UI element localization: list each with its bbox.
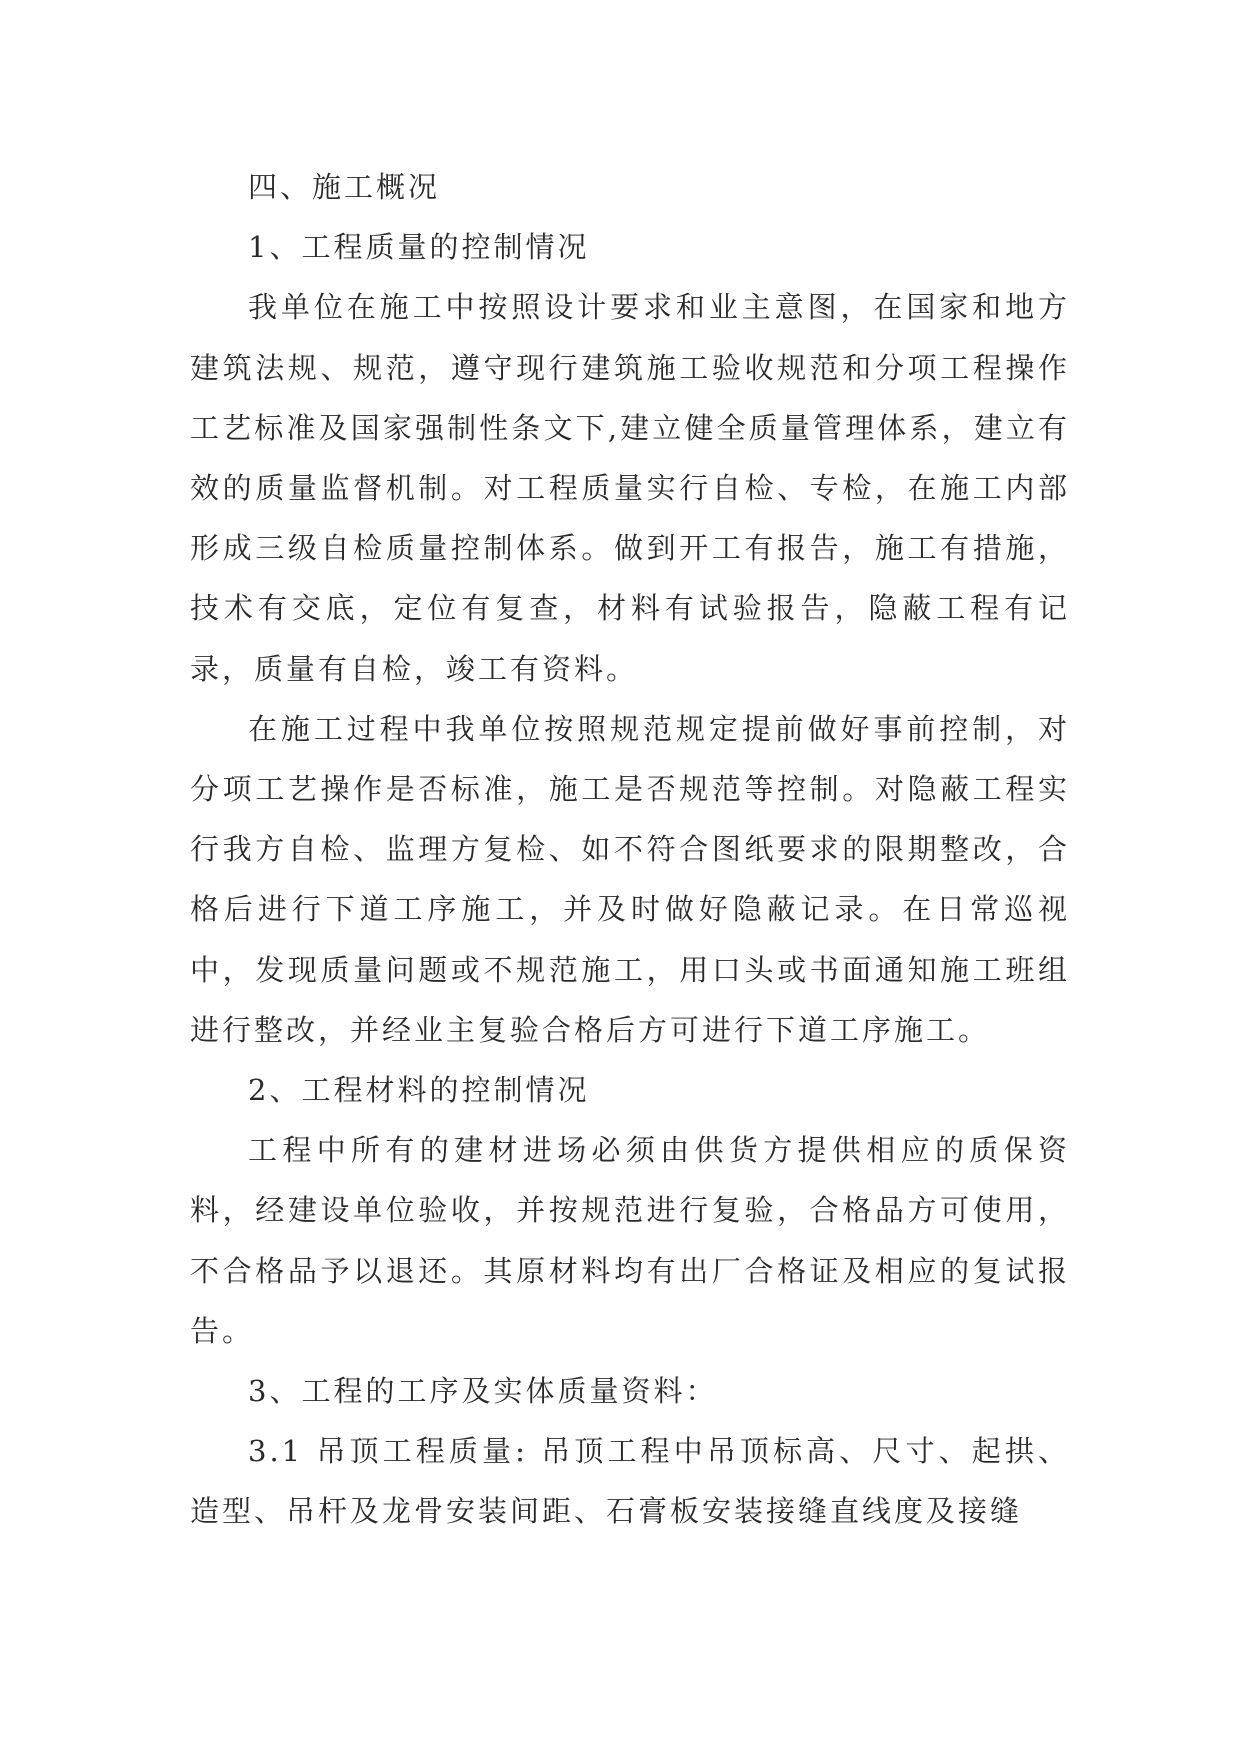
- section-heading: 四、施工概况: [248, 170, 441, 204]
- paragraph-quality-system: 我单位在施工中按照设计要求和业主意图，在国家和地方建筑法规、规范，遵守现行建筑施工验收规范和分项工程操作工艺标准及国家强制性条文下,建立健全质量管理体系，建立有效的质量监督机制。对工程质量实行自检、专检，在施工内部形成三级自检质量控制体系。做到开工有报告，施工有措施，技术有交底，定位有复查，材料有试验报告，隐蔽工程有记录，质量有自检，竣工有资料。: [190, 290, 1070, 686]
- paragraph-ceiling-quality: 3.1 吊顶工程质量: 吊顶工程中吊顶标高、尺寸、起拱、造型、吊杆及龙骨安装间距、石膏板安装接缝直线度及接缝: [190, 1434, 1070, 1529]
- subheading-material-control: 2、工程材料的控制情况: [248, 1073, 590, 1108]
- subheading-quality-control: 1、工程质量的控制情况: [248, 230, 590, 265]
- subheading-process-quality: 3、工程的工序及实体质量资料：: [248, 1374, 718, 1409]
- paragraph-material-control: 工程中所有的建材进场必须由供货方提供相应的质保资料，经建设单位验收，并按规范进行复验，合格品方可使用，不合格品予以退还。其原材料均有出厂合格证及相应的复试报告。: [190, 1133, 1070, 1348]
- paragraph-process-control: 在施工过程中我单位按照规范规定提前做好事前控制，对分项工艺操作是否标准，施工是否规范等控制。对隐蔽工程实行我方自检、监理方复检、如不符合图纸要求的限期整改，合格后进行下道工序施工，并及时做好隐蔽记录。在日常巡视中，发现质量问题或不规范施工，用口头或书面通知施工班组进行整改，并经业主复验合格后方可进行下道工序施工。: [190, 711, 1070, 1047]
- document-body: [190, 157, 1070, 1542]
